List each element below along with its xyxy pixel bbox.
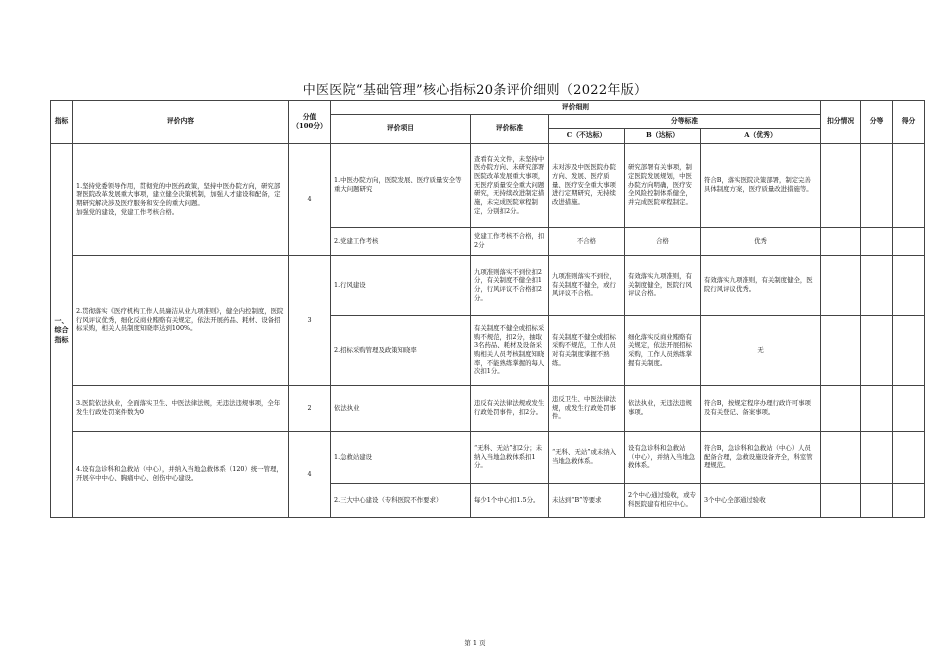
table-row (51, 255, 925, 315)
header-grade-a: A（优秀） (701, 129, 821, 143)
content-cell: 4.设有急诊科和急救站（中心），并纳入当地急救体系（120）统一管理，开展卒中中心、胸痛中心、创伤中心建设。 (73, 431, 289, 517)
header-content: 评价内容 (73, 101, 289, 144)
grade-cell[interactable] (861, 143, 893, 227)
item-cell: 1.行风建设 (331, 255, 471, 315)
grade-a-cell: 无 (701, 315, 821, 385)
grade-c-cell: 未达到“B”等要求 (549, 483, 625, 517)
table-row (51, 385, 925, 431)
points-cell[interactable] (893, 255, 925, 315)
grade-b-cell: 研究部署有关事项，制定医院发展规划，中医办院方向明确，医疗安全风险控制体系健全，并完成医院章程制定。 (625, 143, 701, 227)
grade-b-cell: 细化落实反商业贿赂有关规定，依法开展招标采购，工作人员熟练掌握有关制度。 (625, 315, 701, 385)
header-indicator: 指标 (51, 101, 73, 144)
grade-b-cell: 有效落实九项准则，有关制度健全，医院行风评议合格。 (625, 255, 701, 315)
grade-c-cell: 未对涉及中医医院办院方向、发展、医疗质量、医疗安全重大事项进行定期研究，无持续改进措施。 (549, 143, 625, 227)
points-cell[interactable] (893, 483, 925, 517)
deduction-cell[interactable] (821, 483, 861, 517)
deduction-cell[interactable] (821, 431, 861, 483)
standard-cell: 党建工作考核不合格，扣2分 (471, 227, 549, 255)
grade-b-cell: 依法执业，无违法违规事项。 (625, 385, 701, 431)
grade-a-cell: 符合B，落实医院决策部署，制定完善具体制度方案，医疗质量改进措施等。 (701, 143, 821, 227)
header-deduction: 扣分情况 (821, 101, 861, 144)
deduction-cell[interactable] (821, 255, 861, 315)
grade-cell[interactable] (861, 255, 893, 315)
item-cell: 2.三大中心建设（专科医院不作要求） (331, 483, 471, 517)
header-detail: 评价细则 (331, 101, 821, 115)
standard-cell: 查看有关文件，未坚持中医办院方向、未研究部署医院改革发展重大事项，无医疗质量安全重大问题研究，无持续改进制定措施，未完成医院章程制定，分别扣2分。 (471, 143, 549, 227)
grade-cell[interactable] (861, 431, 893, 483)
standard-cell: 九项准则落实不到位扣2分，有关制度不健全扣1分，行风评议不合格扣2分。 (471, 255, 549, 315)
item-cell: 依法执业 (331, 385, 471, 431)
table-row (51, 143, 925, 227)
grade-a-cell: 有效落实九项准则，有关制度健全，医院行风评议优秀。 (701, 255, 821, 315)
deduction-cell[interactable] (821, 315, 861, 385)
header-grade: 分等 (861, 101, 893, 144)
content-cell: 3.医院依法执业，全面落实卫生、中医法律法规，无违法违规事项，全年发生行政处罚案件数为0 (73, 385, 289, 431)
grade-cell[interactable] (861, 385, 893, 431)
score-cell: 4 (289, 143, 331, 255)
page-number: 第 1 页 (464, 639, 486, 647)
grade-b-cell: 2个中心通过验收，或专科医院建有相应中心。 (625, 483, 701, 517)
grade-c-cell: 有关制度不健全或招标采购不规范，工作人员对有关制度掌握不熟练。 (549, 315, 625, 385)
grade-a-cell: 3个中心全部通过验收 (701, 483, 821, 517)
header-points: 得分 (893, 101, 925, 144)
points-cell[interactable] (893, 315, 925, 385)
standard-cell: 违反有关法律法规或发生行政处罚事件，扣2分。 (471, 385, 549, 431)
standard-cell: 每少1个中心扣1.5分。 (471, 483, 549, 517)
points-cell[interactable] (893, 385, 925, 431)
grade-c-cell: 不合格 (549, 227, 625, 255)
grade-cell[interactable] (861, 315, 893, 385)
grade-c-cell: “无科、无站”或未纳入当地急救体系。 (549, 431, 625, 483)
item-cell: 1.急救站建设 (331, 431, 471, 483)
category-label: 一、 综合 指标 (51, 143, 73, 517)
score-cell: 3 (289, 255, 331, 385)
item-cell: 1.中医办院方向，医院发展、医疗质量安全等重大问题研究 (331, 143, 471, 227)
grade-b-cell: 合格 (625, 227, 701, 255)
evaluation-table (50, 100, 925, 518)
points-cell[interactable] (893, 143, 925, 227)
points-cell[interactable] (893, 431, 925, 483)
standard-cell: 有关制度不健全或招标采购不规范，扣2分，抽取3名药品、耗材及设备采购相关人员考核制度知晓率，不能熟练掌握的每人次扣1分。 (471, 315, 549, 385)
points-cell[interactable] (893, 227, 925, 255)
grade-a-cell: 优秀 (701, 227, 821, 255)
document-title: 中医医院“基础管理”核心指标20条评价细则（2022年版） (302, 83, 648, 98)
header-grading: 分等标准 (549, 115, 821, 129)
grade-c-cell: 违反卫生、中医法律法规，或发生行政处罚事件。 (549, 385, 625, 431)
header-grade-c: C（不达标） (549, 129, 625, 143)
deduction-cell[interactable] (821, 227, 861, 255)
grade-c-cell: 九项准则落实不到位，有关制度不健全，或行风评议不合格。 (549, 255, 625, 315)
grade-cell[interactable] (861, 227, 893, 255)
item-cell: 2.招标采购管理及政策知晓率 (331, 315, 471, 385)
table-row (51, 431, 925, 483)
deduction-cell[interactable] (821, 143, 861, 227)
score-cell: 2 (289, 385, 331, 431)
grade-a-cell: 符合B，急诊科和急救站（中心）人员配备合理，急救设施设备齐全，科室管理规范。 (701, 431, 821, 483)
header-grade-b: B（达标） (625, 129, 701, 143)
header-score: 分值 （100分） (289, 101, 331, 144)
deduction-cell[interactable] (821, 385, 861, 431)
item-cell: 2.党建工作考核 (331, 227, 471, 255)
header-standard: 评价标准 (471, 115, 549, 143)
grade-cell[interactable] (861, 483, 893, 517)
grade-b-cell: 设有急诊科和急救站（中心），并纳入当地急救体系。 (625, 431, 701, 483)
content-cell: 2.贯彻落实《医疗机构工作人员廉洁从业九项准则》，健全内控制度，医院行风评议优秀，细化反商业贿赂有关规定，依法开展药品、耗材、设备招标采购，相关人员制度知晓率达到100%。 (73, 255, 289, 385)
header-item: 评价项目 (331, 115, 471, 143)
grade-a-cell: 符合B，按规定程序办理行政许可事项及有关登记、备案事项。 (701, 385, 821, 431)
standard-cell: “无科、无站”扣2分；未纳入当地急救体系扣1分。 (471, 431, 549, 483)
content-cell: 1.坚持党委领导作用，贯彻党的中医药政策，坚持中医办院方向，研究部署医院改革发展重大事项，建立健全决策机制，加强人才建设和配备，定期研究解决涉及医疗服务和安全的重大问题。 加强党的建设，党建工作考核合格。 (73, 143, 289, 255)
score-cell: 4 (289, 431, 331, 517)
